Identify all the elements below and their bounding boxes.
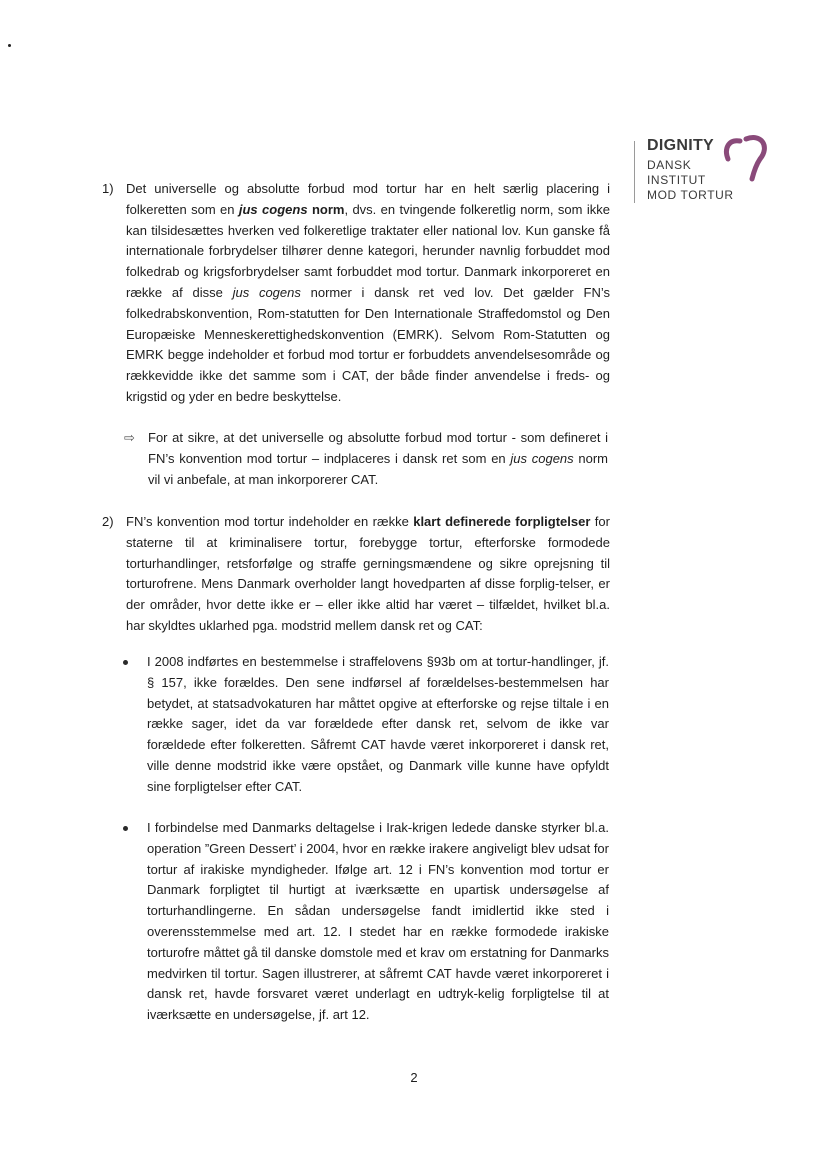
recommendation-text-a: For at sikre, at det universelle og absolutte forbud mod tortur - som defineret i FN’s konvention mod tortur – indplaceres i dansk ret som en xyxy=(148,430,608,466)
heart-mark-icon xyxy=(718,133,780,185)
bullet-marker xyxy=(123,826,128,831)
item-number-1: 1) xyxy=(102,181,114,196)
item-1-term-norm: norm xyxy=(307,201,345,217)
arrow-right-icon: ⇨ xyxy=(124,430,135,445)
recommendation-paragraph xyxy=(148,428,608,490)
logo-name: DIGNITY xyxy=(647,137,714,154)
bullet-item-1: I 2008 indførtes en bestemmelse i straffelovens §93b om at tortur-handlinger, jf. § 157, ikke forældes. Den sene indførsel af forældelses-bestemmelsen har betydet, at statsadvokaturen har måttet opgive at efterforske og rejse tiltale i en række sager, idet da var forældede efter dansk ret, selvom de ikke var forældede efter folkeretten. Såfremt CAT havde været inkorporeret i dansk ret, ville denne modstrid ikke være opstået, og Danmark ville kunne have opfyldt sine forpligtelser efter CAT. xyxy=(147,654,609,794)
item-number-2: 2) xyxy=(102,514,114,529)
recommendation-text-b: norm vil vi anbefale, at man inkorporerer CAT. xyxy=(148,450,608,487)
recommendation-term: jus cogens xyxy=(510,450,574,466)
item-1-term-jus-cogens: jus cogens xyxy=(238,201,308,217)
item-2-text-b: for staterne til at kriminalisere tortur, forebygge tortur, efterforske formodede torturhandlinger, retsforfølge og straffe gerningsmændene og sikre oprejsning til torturofrene. Mens Danmark overholder langt hovedparten af disse forplig-telser, er der områder, hvor dette ikke er – eller ikke altid har været – tilfældet, hvilket bl.a. har skyldtes uklarhed pga. modstrid mellem dansk ret og CAT: xyxy=(126,514,610,633)
item-1-term-jus-cogens-2: jus cogens xyxy=(232,284,301,300)
item-1-text-b: , dvs. en tvingende folkeretlig norm, som ikke kan tilsidesættes hverken ved folkeretlige traktater eller national lov. Kun ganske få internationale forbrydelser tilhører denne kategori, herunder navnlig forbuddet mod folkedrab og krigsforbrydelser samt forbuddet mod tortur. Danmark inkorporeret en række af disse xyxy=(126,201,610,300)
bullet-marker xyxy=(123,660,128,665)
logo-line-2: INSTITUT xyxy=(647,173,706,187)
item-2-text-a: FN’s konvention mod tortur indeholder en række xyxy=(126,514,414,529)
logo-line-3: MOD TORTUR xyxy=(647,188,734,202)
item-2-paragraph xyxy=(126,512,610,637)
item-1-paragraph xyxy=(126,179,610,408)
logo-line-1: DANSK xyxy=(647,158,692,172)
dignity-logo xyxy=(634,133,784,213)
bullet-item-2: I forbindelse med Danmarks deltagelse i Irak-krigen ledede danske styrker bl.a. operation ”Green Dessert’ i 2004, hvor en række irakere angiveligt blev udsat for tortur af irakiske myndigheder. Ifølge art. 12 i FN’s konvention mod tortur er Danmark forpligtet til hurtigt at iværksætte en upartisk undersøgelse af torturhandlingerne. En sådan undersøgelse fandt imidlertid ikke sted i overensstemmelse med art. 12. I stedet har en række formodede irakiske torturofre måttet gå til danske domstole med et krav om erstatning for Danmarks medvirken til tortur. Sagen illustrerer, at såfremt CAT havde været inkorporeret i dansk ret, havde forsvaret været underlagt en udtryk-kelig forpligtelse til at iværksætte en undersøgelse, jf. art 12. xyxy=(147,820,609,1023)
scan-speck xyxy=(8,44,11,47)
item-2-bold: klart definerede forpligtelser xyxy=(413,514,591,529)
item-1-text-c: normer i dansk ret ved lov. Det gælder FN’s folkedrabskonvention, Rom-statutten for Den Internationale Straffedomstol og Den Europæiske Menneskerettighedskonvention (EMRK). Selvom Rom-Statutten og EMRK begge indeholder et forbud mod tortur er forbuddets anvendelsesområde og rækkevidde ikke det samme som i CAT, der både finder anvendelse i freds- og krigstid og yder en bedre beskyttelse. xyxy=(126,284,610,404)
page-number: 2 xyxy=(410,1070,418,1085)
logo-divider xyxy=(634,141,635,203)
item-1-text-a: Det universelle og absolutte forbud mod tortur har en helt særlig placering i folkeretten som en xyxy=(126,181,610,217)
